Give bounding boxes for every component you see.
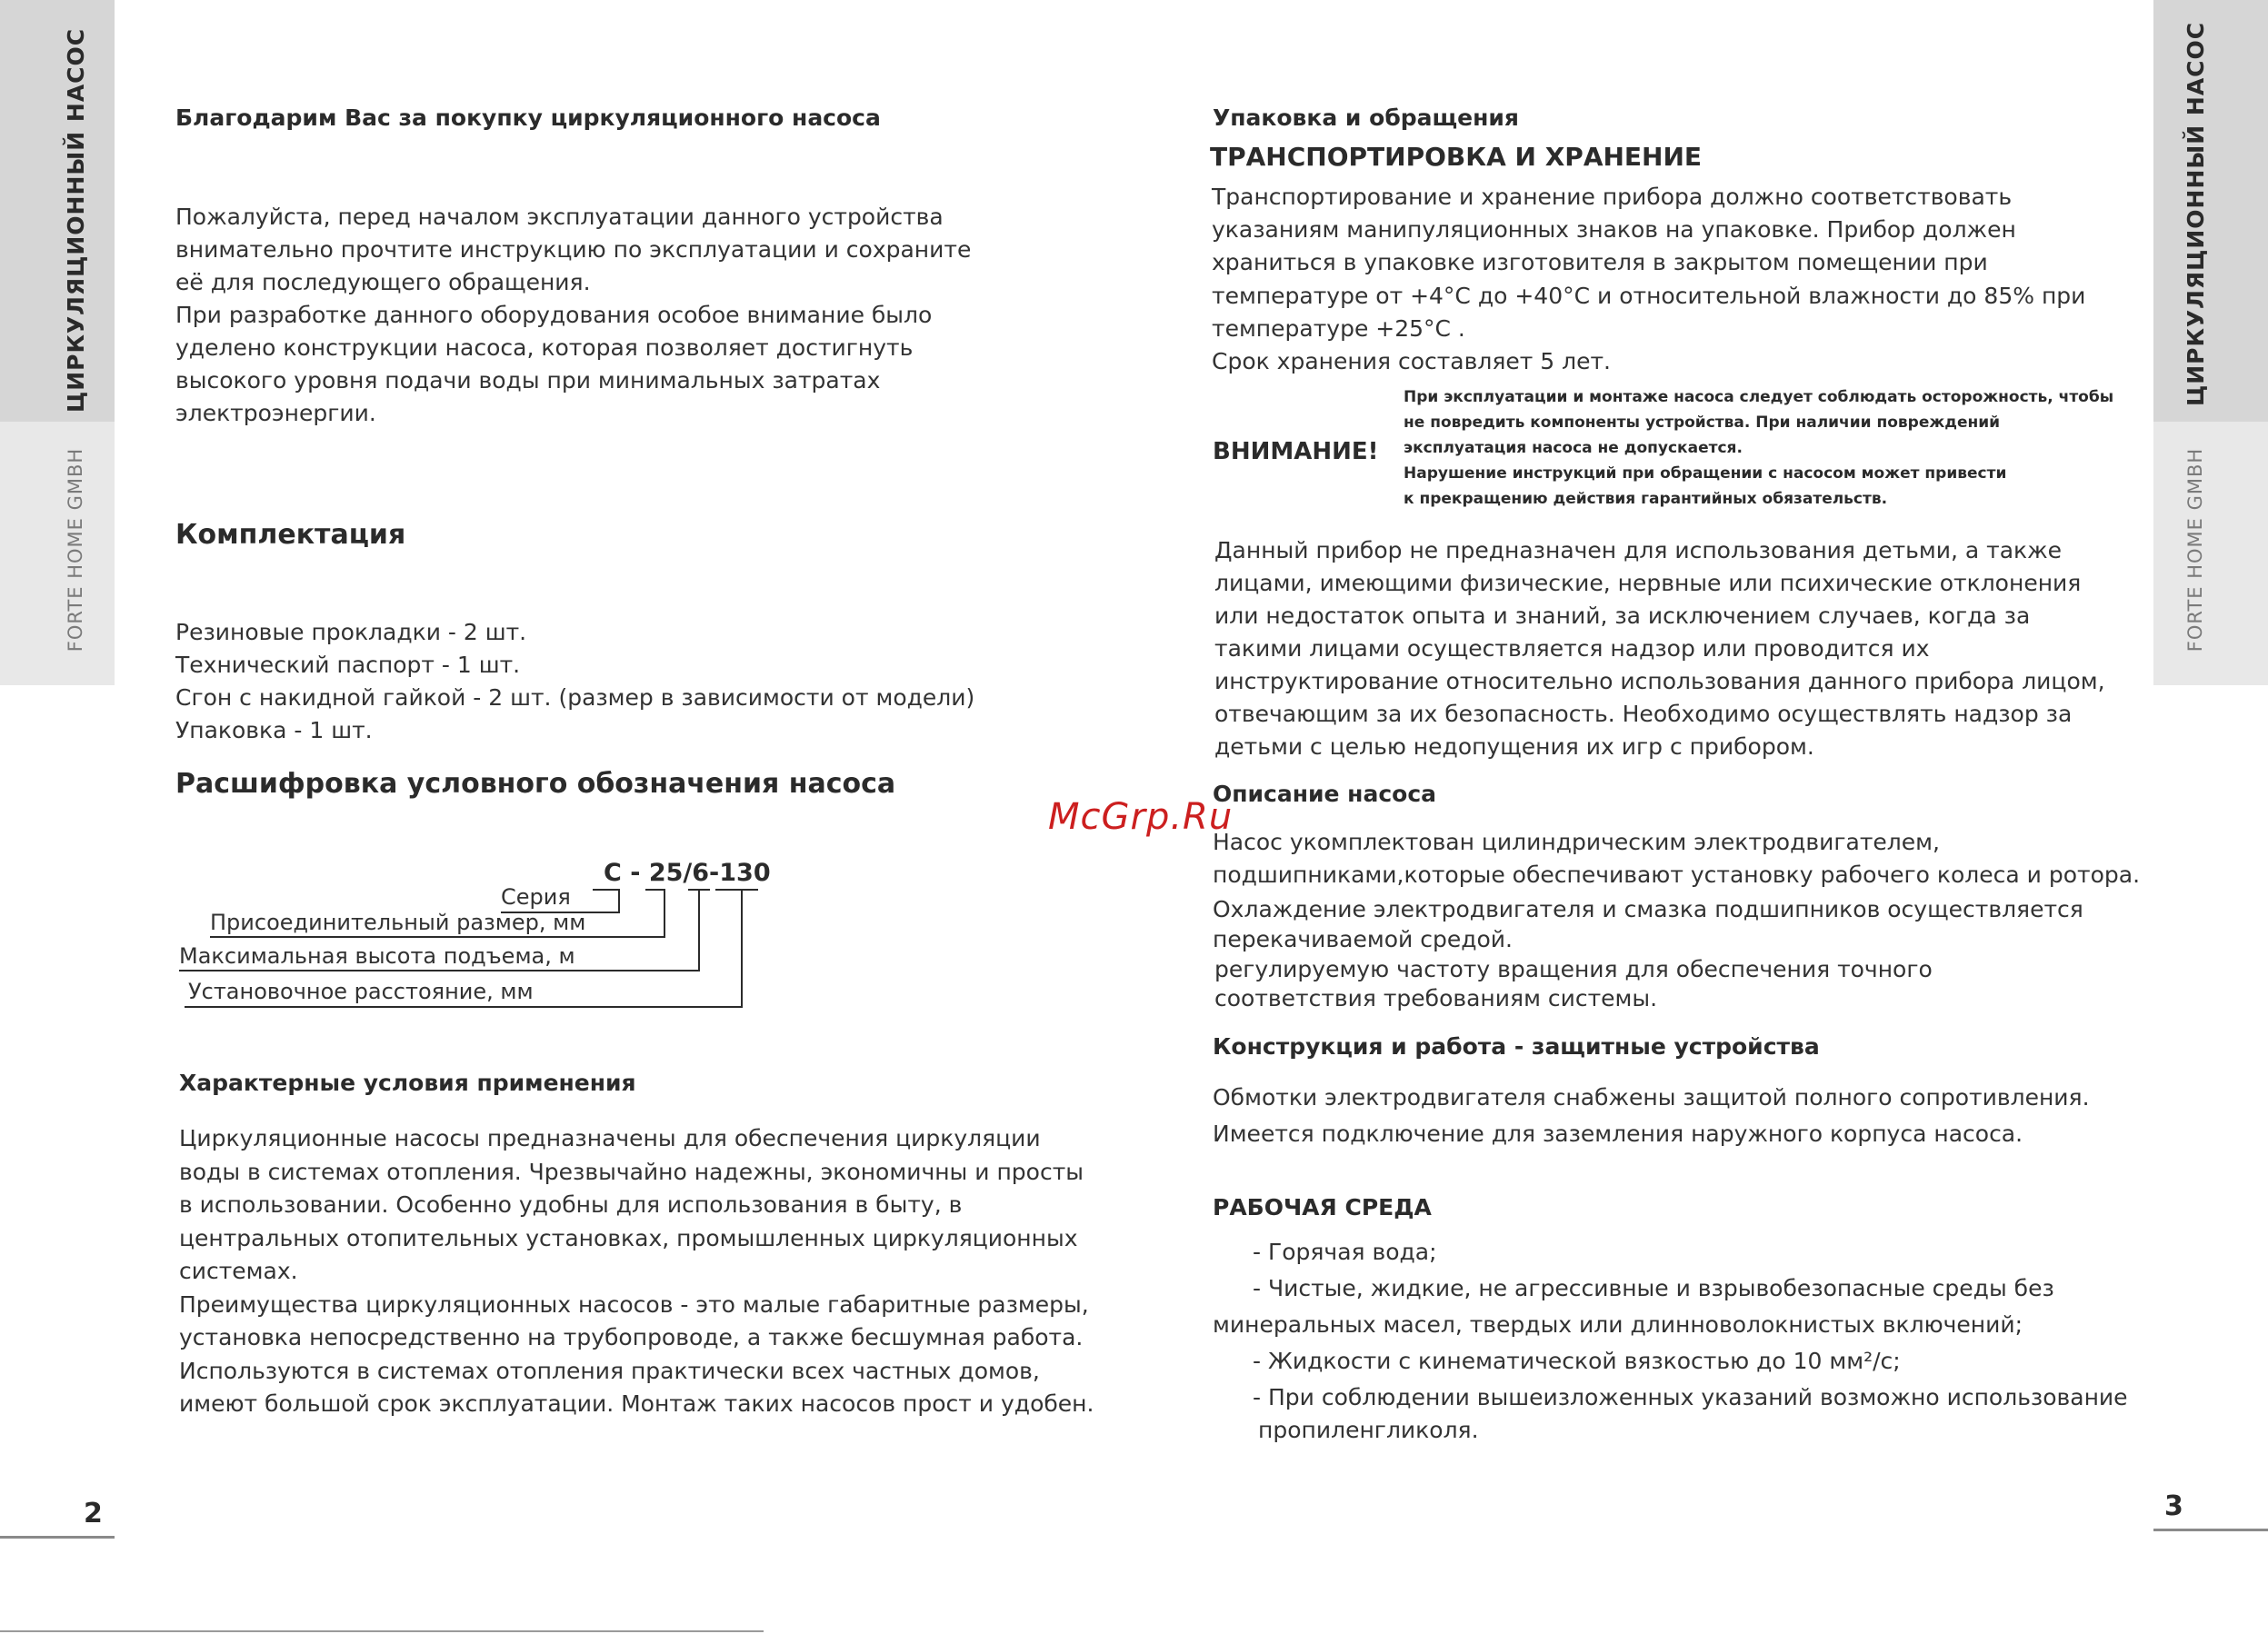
intro-line: При разработке данного оборудования особое внимание было [175, 302, 933, 328]
construction-paragraph [1213, 1080, 2090, 1152]
conditions-paragraph [179, 1122, 1094, 1421]
medium-line: - Горячая вода; [1253, 1239, 1437, 1265]
warning-line: к прекращению действия гарантийных обязательств. [1404, 490, 1888, 508]
medium-line: - Чистые, жидкие, не агрессивные и взрывобезопасные среды без [1253, 1275, 2054, 1301]
transport-line: указаниям манипуляционных знаков на упаковке. Прибор должен [1212, 216, 2016, 244]
children-line: инструктирование относительно использования данного прибора лицом, [1214, 668, 2105, 694]
left-tab-brand: FORTE HOME GMBH [65, 447, 86, 653]
series-vline [618, 889, 620, 913]
intro-line: внимательно прочтите инструкцию по эксплуатации и сохраните [175, 236, 972, 263]
intro-line: её для последующего обращения. [175, 269, 591, 295]
transport-line: храниться в упаковке изготовителя в закрытом помещении при [1212, 249, 1988, 276]
warning-label: ВНИМАНИЕ! [1213, 438, 1379, 465]
connection-hline [210, 936, 665, 938]
left-tab-brand-block [0, 422, 115, 685]
conditions-line: установка непосредственно на трубопроводе, а также бесшумная работа. [179, 1324, 1084, 1350]
transport-paragraph [1212, 181, 2085, 378]
kit-list [175, 616, 974, 747]
label-connection: Присоединительный размер, мм [210, 910, 586, 935]
children-line: отвечающим за их безопасность. Необходимо осуществлять надзор за [1214, 701, 2073, 727]
transport-line: температуре от +4°С до +40°С и относительной влажности до 85% при [1212, 282, 2086, 309]
medium-list [1213, 1234, 2128, 1449]
medium-line: - При соблюдении вышеизложенных указаний возможно использование [1253, 1384, 2128, 1410]
description-line: перекачиваемой средой. [1213, 926, 1513, 952]
transport-line: Транспортирование и хранение прибора должно соответствовать [1212, 184, 2013, 210]
kit-item: Технический паспорт - 1 шт. [175, 652, 521, 678]
decode-heading: Расшифровка условного обозначения насоса [175, 768, 896, 800]
kit-item: Упаковка - 1 шт. [175, 717, 373, 743]
intro-paragraph [175, 201, 971, 430]
intro-line: высокого уровня подачи воды при минимальных затратах [175, 367, 881, 394]
children-paragraph [1214, 534, 2105, 763]
description-line: подшипниками,которые обеспечивают установку рабочего колеса и ротора. [1213, 862, 2141, 888]
children-line: лицами, имеющими физические, нервные или психические отклонения [1214, 570, 2082, 596]
conditions-line: системах. [179, 1258, 298, 1284]
label-install-distance: Установочное расстояние, мм [188, 979, 534, 1004]
description-line: соответствия требованиям системы. [1214, 985, 1658, 1011]
connection-vline [664, 889, 665, 938]
warning-line: Нарушение инструкций при обращении с насосом может привести [1404, 464, 2007, 483]
conditions-line: центральных отопительных установках, промышленных циркуляционных [179, 1224, 1078, 1251]
right-page-number: 3 [2164, 1490, 2183, 1522]
description-line: регулируемую частоту вращения для обеспечения точного [1214, 956, 1933, 982]
label-series: Серия [501, 884, 571, 910]
conditions-line: Используются в системах отопления практически всех частных домов, [179, 1357, 1040, 1384]
warning-line: эксплуатация насоса не допускается. [1404, 439, 1743, 457]
kit-item: Сгон с накидной гайкой - 2 шт. (размер в зависимости от модели) [175, 684, 975, 711]
kit-heading: Комплектация [175, 519, 406, 551]
description-heading: Описание насоса [1213, 781, 1437, 807]
right-page-rule [2153, 1529, 2268, 1531]
right-tab-brand: FORTE HOME GMBH [2184, 447, 2206, 653]
intro-line: уделено конструкции насоса, которая позволяет достигнуть [175, 334, 914, 361]
label-max-height: Максимальная высота подъема, м [179, 943, 575, 969]
children-line: детьми с целью недопущения их игр с прибором. [1214, 733, 1814, 760]
medium-line: пропиленгликоля. [1258, 1417, 1479, 1443]
conditions-heading: Характерные условия применения [179, 1070, 636, 1096]
warning-line: не повредить компоненты устройства. При наличии повреждений [1404, 413, 2001, 432]
children-line: такими лицами осуществляется надзор или проводится их [1214, 635, 1930, 662]
install-distance-hline [185, 1006, 743, 1008]
transport-heading: ТРАНСПОРТИРОВКА И ХРАНЕНИЕ [1210, 142, 1703, 172]
description-paragraph [1213, 826, 2140, 1015]
children-line: Данный прибор не предназначен для использования детьми, а также [1214, 537, 2063, 563]
warning-text [1404, 384, 2113, 512]
right-tab-title: ЦИРКУЛЯЦИОННЫЙ НАСОС [2183, 21, 2209, 406]
conditions-line: в использовании. Особенно удобны для использования в быту, в [179, 1191, 963, 1218]
transport-line: температуре +25°С . [1212, 314, 1465, 342]
thanks-heading: Благодарим Вас за покупку циркуляционного насоса [175, 105, 881, 131]
description-line: Охлаждение электродвигателя и смазка подшипников осуществляется [1213, 896, 2083, 922]
medium-heading: РАБОЧАЯ СРЕДА [1213, 1194, 1432, 1221]
intro-line: Пожалуйста, перед началом эксплуатации данного устройства [175, 204, 944, 230]
warning-line: При эксплуатации и монтаже насоса следует соблюдать осторожность, чтобы [1404, 388, 2114, 406]
conditions-line: воды в системах отопления. Чрезвычайно надежны, экономичны и просты [179, 1158, 1084, 1185]
left-tab-title-block [0, 0, 115, 422]
max-height-vline [698, 889, 700, 971]
decode-code: С - 25/6-130 [604, 859, 771, 887]
construction-line: Обмотки электродвигателя снабжены защитой полного сопротивления. [1213, 1084, 2090, 1111]
code-underline [715, 889, 758, 891]
children-line: или недостаток опыта и знаний, за исключением случаев, когда за [1214, 603, 2031, 629]
left-tab-title: ЦИРКУЛЯЦИОННЫЙ НАСОС [63, 27, 89, 413]
intro-line: электроэнергии. [175, 400, 376, 426]
medium-line: минеральных масел, твердых или длинноволокнистых включений; [1213, 1311, 2023, 1338]
right-tab-title-block [2153, 0, 2268, 422]
medium-line: - Жидкости с кинематической вязкостью до 10 мм²/с; [1253, 1348, 1901, 1374]
watermark: McGrp.Ru [1048, 796, 1234, 838]
packaging-heading: Упаковка и обращения [1213, 105, 1519, 131]
install-distance-vline [741, 889, 743, 1008]
max-height-hline [179, 970, 700, 971]
description-line: Насос укомплектован цилиндрическим электродвигателем, [1213, 829, 1940, 855]
code-underline [645, 889, 665, 891]
conditions-line: Преимущества циркуляционных насосов - это малые габаритные размеры, [179, 1290, 1089, 1318]
right-tab-brand-block [2153, 422, 2268, 685]
construction-heading: Конструкция и работа - защитные устройства [1213, 1033, 1820, 1060]
kit-item: Резиновые прокладки - 2 шт. [175, 619, 527, 645]
conditions-line: имеют большой срок эксплуатации. Монтаж таких насосов прост и удобен. [179, 1390, 1094, 1417]
transport-line: Срок хранения составляет 5 лет. [1212, 348, 1611, 375]
bottom-rule [0, 1630, 764, 1632]
left-page-number: 2 [84, 1498, 103, 1529]
code-underline [593, 889, 620, 891]
conditions-line: Циркуляционные насосы предназначены для обеспечения циркуляции [179, 1125, 1041, 1151]
construction-line: Имеется подключение для заземления наружного корпуса насоса. [1213, 1121, 2023, 1147]
left-page-rule [0, 1536, 115, 1539]
